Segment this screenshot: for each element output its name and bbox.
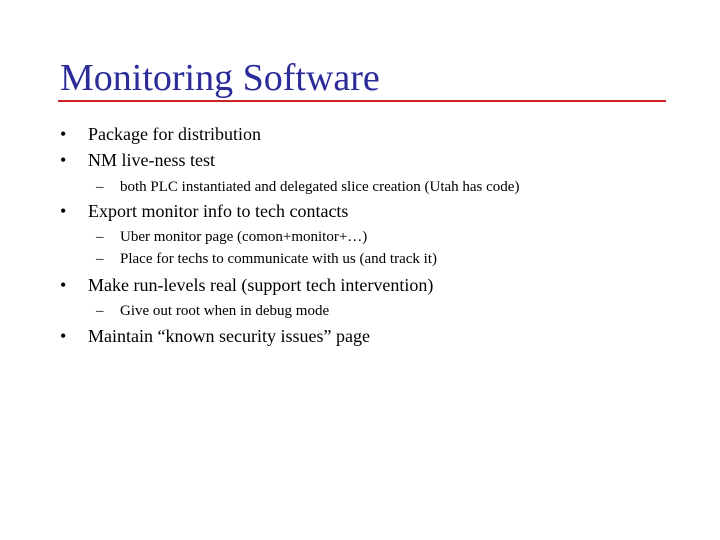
sub-bullet-text: Uber monitor page (comon+monitor+…)	[120, 229, 368, 245]
sub-bullet-text: Place for techs to communicate with us (and track it)	[120, 251, 437, 267]
bullet-mark: •	[60, 201, 67, 221]
bullet-text: Export monitor info to tech contacts	[88, 201, 349, 221]
sub-bullet-mark: –	[96, 251, 104, 267]
bullet-mark: •	[60, 124, 67, 144]
sub-bullet-item	[96, 178, 519, 196]
sub-bullet-mark: –	[96, 303, 104, 319]
bullet-item	[60, 325, 370, 347]
bullet-text: Package for distribution	[88, 124, 261, 144]
sub-bullet-item	[96, 250, 437, 268]
bullet-item	[60, 149, 215, 171]
bullet-item	[60, 123, 261, 145]
bullet-mark: •	[60, 150, 67, 170]
sub-bullet-mark: –	[96, 179, 104, 195]
bullet-text: NM live-ness test	[88, 150, 215, 170]
sub-bullet-text: both PLC instantiated and delegated slice creation (Utah has code)	[120, 179, 520, 195]
bullet-item	[60, 200, 348, 222]
slide-title: Monitoring Software	[60, 57, 380, 99]
bullet-mark: •	[60, 275, 67, 295]
bullet-item	[60, 274, 433, 296]
sub-bullet-mark: –	[96, 229, 104, 245]
sub-bullet-item	[96, 302, 329, 320]
bullet-text: Make run-levels real (support tech intervention)	[88, 275, 434, 295]
sub-bullet-text: Give out root when in debug mode	[120, 303, 330, 319]
bullet-mark: •	[60, 326, 67, 346]
bullet-text: Maintain “known security issues” page	[88, 326, 370, 346]
sub-bullet-item	[96, 228, 367, 246]
